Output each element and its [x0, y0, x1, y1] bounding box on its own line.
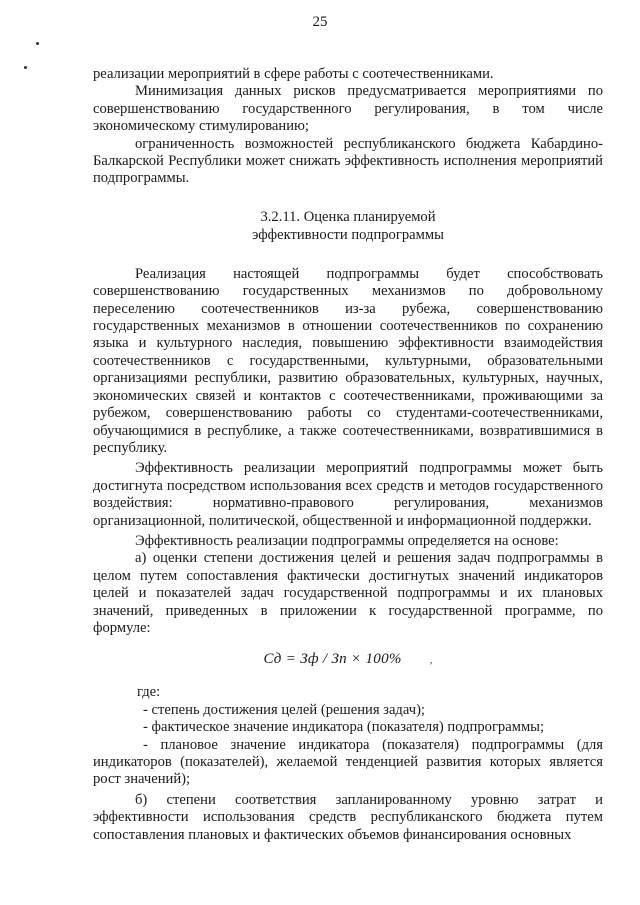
section-heading-line: эффективности подпрограммы: [252, 226, 444, 243]
paragraph: Минимизация данных рисков предусматривается мероприятиями по совершенствованию государственного регулирования, в том числе экономическому стимулированию;: [93, 83, 603, 135]
paragraph: б) степени соответствия запланированному уровню затрат и эффективности использования средств республиканского бюджета путем сопоставления плановых и фактических объемов финансирования основных: [93, 791, 603, 843]
formula: [93, 651, 603, 668]
paragraph: а) оценки степени достижения целей и решения задач подпрограммы в целом путем сопоставления фактически достигнутых значений индикаторов целей и показателей задач государственной подпрограммы и их плановых значений, приведенных в приложении к государственной программе, по формуле:: [93, 550, 603, 636]
paragraph: ограниченность возможностей республиканского бюджета Кабардино-Балкарской Республики может снижать эффективность исполнения мероприятий подпрограммы.: [93, 135, 603, 187]
paragraph: Эффективность реализации подпрограммы определяется на основе:: [135, 532, 559, 549]
where-label: где:: [137, 684, 161, 701]
document-body: [93, 66, 603, 844]
formula-punctuation: ,: [429, 655, 433, 667]
section-heading: [93, 208, 603, 244]
paragraph: Реализация настоящей подпрограммы будет способствовать совершенствованию государственных механизмов по добровольному переселению соотечественников из-за рубежа, совершенствованию государственных механизмов в отношении соотечественников по сохранению языка и культурного наследия, повышению эффективности взаимодействия соотечественников с государственными, культурными, образовательными организациями республики, развитию образовательных, культурных, научных, экономических связей и контактов с соотечественниками, проживающими за рубежом, совершенствованию работы со студентами-соотечественниками, обучающимися в республике, а также соотечественниками, возвратившимися в республику.: [93, 265, 603, 456]
section-heading-line: 3.2.11. Оценка планируемой: [260, 208, 436, 225]
definition-item: - фактическое значение индикатора (показателя) подпрограммы;: [143, 719, 545, 736]
paragraph: Эффективность реализации мероприятий подпрограммы может быть достигнута посредством использования всех средств и методов государственного воздействия: нормативно-правового регулирования, механизмов организационной, политической, общественной и информационной поддержки.: [93, 460, 603, 529]
paragraph: реализации мероприятий в сфере работы с соотечественниками.: [93, 66, 494, 82]
scan-mark: [36, 42, 39, 45]
formula-expression: Cд = Зф / Зп × 100%: [263, 651, 402, 668]
scan-mark: [24, 66, 27, 69]
page-number: 25: [312, 14, 328, 30]
definition-item: - плановое значение индикатора (показателя) подпрограммы (для индикаторов (показателей), желаемой тенденцией развития которых является рост значений);: [93, 736, 603, 788]
definition-item: - степень достижения целей (решения задач);: [143, 701, 425, 718]
